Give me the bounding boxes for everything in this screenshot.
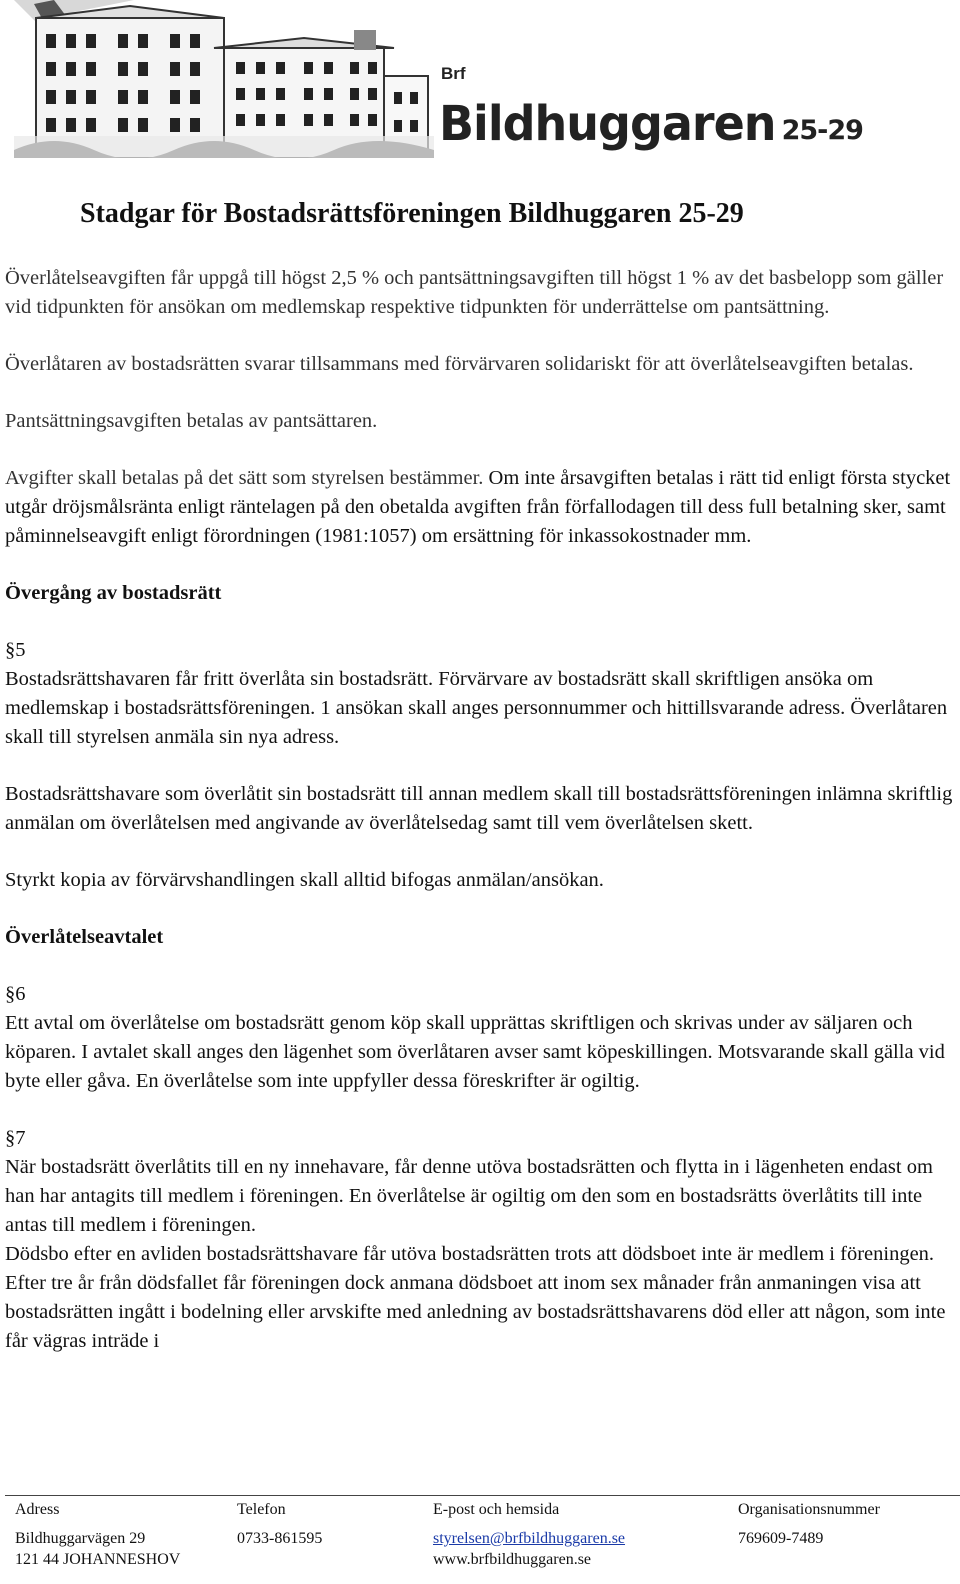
footer-phone-column <box>237 1499 322 1549</box>
building-logo-image <box>14 0 434 158</box>
section-heading-agreement: Överlåtelseavtalet <box>5 926 164 948</box>
paragraph-6: Ett avtal om överlåtelse om bostadsrätt genom köp skall upprättas skriftligen och skrivas under av säljaren och köparen. I avtalet skall anges den lägenhet som överlåtaren avser samt köpeskillingen. Motsvarande skall gälla vid byte eller gåva. En överlåtelse som inte uppfyller dessa föreskrifter är ogiltig. <box>5 1012 945 1092</box>
brf-label: Brf <box>441 64 466 83</box>
fee-payment-rest: Om inte årsavgiften betalas i rätt tid enligt första stycket utgår dröjsmålsränta enligt räntelagen på den obetalda avgiften från förfallodagen till dess full betalning sker, samt påminnelseavgift enligt förordningen (1981:1057) om ersättning för inkassokostnader mm. <box>5 467 951 547</box>
paragraph-5-transfer: Bostadsrättshavaren får fritt överlåta sin bostadsrätt. Förvärvare av bostadsrätt skall skriftligen ansöka om medlemskap i bostadsrättsföreningen. 1 ansökan skall anges personnummer och hittillsvarande adress. Överlåtaren skall till styrelsen anmäla sin nya adress. <box>5 668 948 748</box>
page-footer <box>0 1491 960 1584</box>
footer-address-label: Adress <box>15 1501 60 1518</box>
paragraph-fee-payment <box>5 464 955 551</box>
footer-email-link[interactable]: styrelsen@brfbildhuggaren.se <box>433 1530 626 1547</box>
document-body <box>5 264 955 1356</box>
footer-phone-label: Telefon <box>237 1501 286 1518</box>
paragraph-7b: Dödsbo efter en avliden bostadsrättshavare får utöva bostadsrätten trots att dödsboet inte är medlem i föreningen. Efter tre år från dödsfallet får föreningen dock anmana dödsboet att inom sex månader från anmaningen visa att bostadsrätten ingått i bodelning eller arvskifte med anledning av bostadsrättshavarens död eller att någon, som inte får vägras inträde i <box>5 1243 946 1352</box>
section-heading-transfer: Övergång av bostadsrätt <box>5 582 222 604</box>
footer-address-line2: 121 44 JOHANNESHOV <box>15 1551 181 1568</box>
footer-org-number: 769609-7489 <box>738 1530 824 1547</box>
footer-divider <box>5 1495 960 1496</box>
footer-phone: 0733-861595 <box>237 1530 323 1547</box>
paragraph-mark-5: §5 <box>5 639 26 661</box>
footer-contact-column <box>433 1499 625 1570</box>
footer-org-column <box>738 1499 880 1549</box>
paragraph-mark-6: §6 <box>5 983 26 1005</box>
paragraph-joint-liability: Överlåtaren av bostadsrätten svarar tillsammans med förvärvaren solidariskt för att överlåtelseavgiften betalas. <box>5 353 914 375</box>
fee-payment-lead: Avgifter skall betalas på det sätt som styrelsen bestämmer. <box>5 467 484 489</box>
footer-address-column <box>15 1499 180 1570</box>
brand-number: 25-29 <box>781 115 863 146</box>
paragraph-5-notice: Bostadsrättshavare som överlåtit sin bostadsrätt till annan medlem skall till bostadsrättsföreningen inlämna skriftlig anmälan om överlåtelsen med angivande av överlåtelsedag samt till vem överlåtelsen skett. <box>5 783 953 834</box>
paragraph-mark-7: §7 <box>5 1127 26 1149</box>
footer-website[interactable]: www.brfbildhuggaren.se <box>433 1551 592 1568</box>
document-title: Stadgar för Bostadsrättsföreningen Bildhuggaren 25-29 <box>80 198 744 229</box>
brand-wordmark <box>439 96 863 150</box>
brand-name: Bildhuggaren <box>439 94 776 152</box>
paragraph-pledge-fee: Pantsättningsavgiften betalas av pantsättaren. <box>5 410 378 432</box>
paragraph-7a: När bostadsrätt överlåtits till en ny innehavare, får denne utöva bostadsrätten och flytta in i lägenheten endast om han har antagits till medlem i föreningen. En överlåtelse är ogiltig om den som en bostadsrätts överlåtits till inte antas till medlem i föreningen. <box>5 1156 933 1236</box>
paragraph-fees-limit: Överlåtelseavgiften får uppgå till högst 2,5 % och pantsättningsavgiften till högst 1 % av det basbelopp som gäller vid tidpunkten för ansökan om medlemskap respektive tidpunkten för underrättelse om pantsättning. <box>5 267 944 318</box>
paragraph-5-copy: Styrkt kopia av förvärvshandlingen skall alltid bifogas anmälan/ansökan. <box>5 869 604 891</box>
footer-address-line1: Bildhuggarvägen 29 <box>15 1530 146 1547</box>
letterhead <box>0 0 960 160</box>
footer-org-label: Organisationsnummer <box>738 1501 880 1518</box>
footer-contact-label: E-post och hemsida <box>433 1501 560 1518</box>
